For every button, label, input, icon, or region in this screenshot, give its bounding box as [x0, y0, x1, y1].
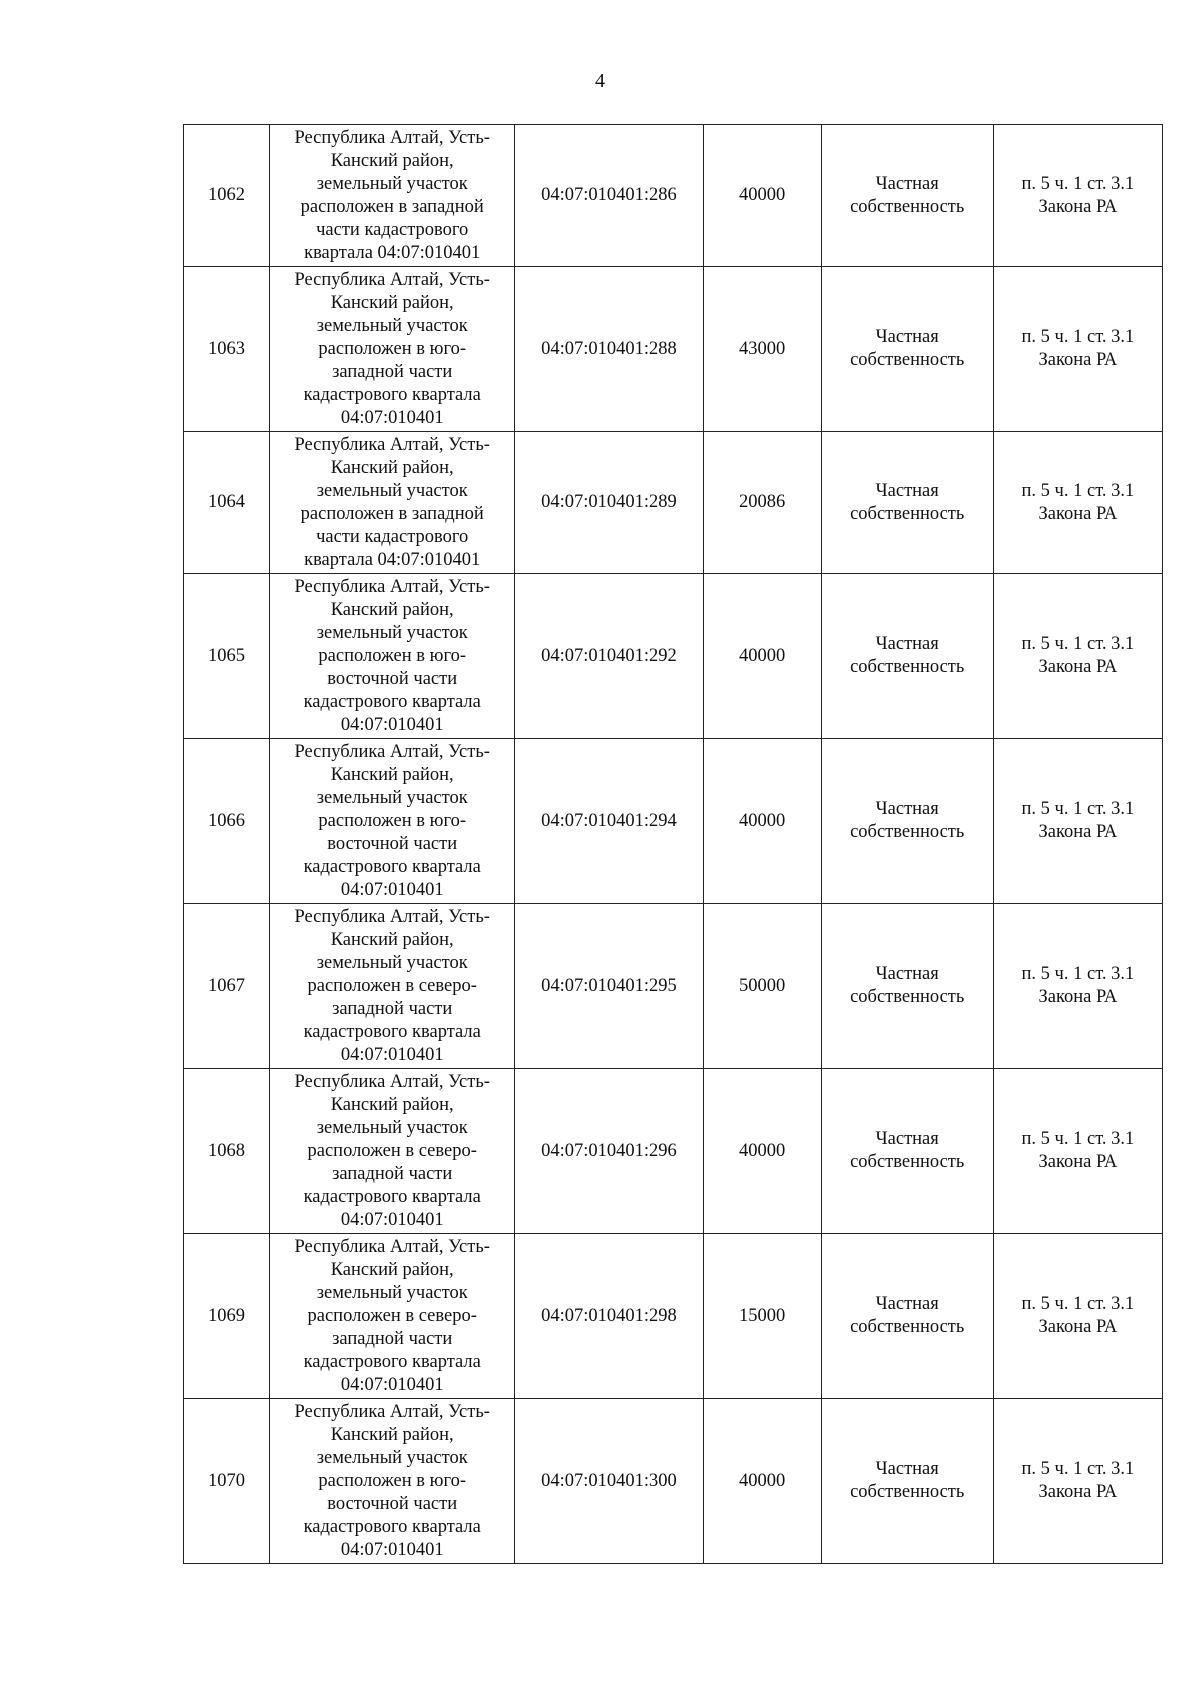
table-row	[184, 904, 1163, 1069]
address-cell: Республика Алтай, Усть- Канский район, земельный участок расположен в юго- восточной части кадастрового квартала 04:07:010401	[270, 1399, 515, 1564]
legal-basis-cell: п. 5 ч. 1 ст. 3.1 Закона РА	[993, 1234, 1162, 1399]
area-cell: 40000	[703, 1069, 821, 1234]
table-row	[184, 267, 1163, 432]
address-cell: Республика Алтай, Усть- Канский район, земельный участок расположен в северо- западной части кадастрового квартала 04:07:010401	[270, 904, 515, 1069]
address-cell: Республика Алтай, Усть- Канский район, земельный участок расположен в северо- западной части кадастрового квартала 04:07:010401	[270, 1234, 515, 1399]
table-row	[184, 1399, 1163, 1564]
legal-basis-cell: п. 5 ч. 1 ст. 3.1 Закона РА	[993, 1399, 1162, 1564]
legal-basis-cell: п. 5 ч. 1 ст. 3.1 Закона РА	[993, 432, 1162, 574]
ownership-cell: Частная собственность	[821, 1399, 993, 1564]
cadastral-number-cell: 04:07:010401:295	[515, 904, 703, 1069]
cadastral-number-cell: 04:07:010401:298	[515, 1234, 703, 1399]
legal-basis-cell: п. 5 ч. 1 ст. 3.1 Закона РА	[993, 125, 1162, 267]
ownership-cell: Частная собственность	[821, 739, 993, 904]
cadastral-number-cell: 04:07:010401:288	[515, 267, 703, 432]
ownership-cell: Частная собственность	[821, 432, 993, 574]
legal-basis-cell: п. 5 ч. 1 ст. 3.1 Закона РА	[993, 267, 1162, 432]
row-number: 1066	[184, 739, 270, 904]
ownership-cell: Частная собственность	[821, 125, 993, 267]
cadastral-number-cell: 04:07:010401:300	[515, 1399, 703, 1564]
address-cell: Республика Алтай, Усть- Канский район, земельный участок расположен в юго- западной части кадастрового квартала 04:07:010401	[270, 267, 515, 432]
table-row	[184, 432, 1163, 574]
row-number: 1063	[184, 267, 270, 432]
row-number: 1067	[184, 904, 270, 1069]
legal-basis-cell: п. 5 ч. 1 ст. 3.1 Закона РА	[993, 1069, 1162, 1234]
legal-basis-cell: п. 5 ч. 1 ст. 3.1 Закона РА	[993, 574, 1162, 739]
cadastral-number-cell: 04:07:010401:289	[515, 432, 703, 574]
table-row	[184, 574, 1163, 739]
address-cell: Республика Алтай, Усть- Канский район, земельный участок расположен в западной части кадастрового квартала 04:07:010401	[270, 432, 515, 574]
area-cell: 15000	[703, 1234, 821, 1399]
cadastral-number-cell: 04:07:010401:292	[515, 574, 703, 739]
address-cell: Республика Алтай, Усть- Канский район, земельный участок расположен в северо- западной части кадастрового квартала 04:07:010401	[270, 1069, 515, 1234]
cadastral-number-cell: 04:07:010401:296	[515, 1069, 703, 1234]
row-number: 1068	[184, 1069, 270, 1234]
cadastral-number-cell: 04:07:010401:286	[515, 125, 703, 267]
row-number: 1064	[184, 432, 270, 574]
area-cell: 20086	[703, 432, 821, 574]
row-number: 1065	[184, 574, 270, 739]
row-number: 1062	[184, 125, 270, 267]
area-cell: 40000	[703, 1399, 821, 1564]
ownership-cell: Частная собственность	[821, 904, 993, 1069]
legal-basis-cell: п. 5 ч. 1 ст. 3.1 Закона РА	[993, 739, 1162, 904]
page-number: 4	[595, 70, 605, 92]
area-cell: 43000	[703, 267, 821, 432]
table-row	[184, 125, 1163, 267]
table-row	[184, 739, 1163, 904]
ownership-cell: Частная собственность	[821, 574, 993, 739]
table-row	[184, 1234, 1163, 1399]
row-number: 1070	[184, 1399, 270, 1564]
land-registry-table	[183, 124, 1163, 1564]
ownership-cell: Частная собственность	[821, 1234, 993, 1399]
ownership-cell: Частная собственность	[821, 267, 993, 432]
ownership-cell: Частная собственность	[821, 1069, 993, 1234]
table-row	[184, 1069, 1163, 1234]
area-cell: 50000	[703, 904, 821, 1069]
table-body	[184, 125, 1163, 1564]
address-cell: Республика Алтай, Усть- Канский район, земельный участок расположен в юго- восточной части кадастрового квартала 04:07:010401	[270, 739, 515, 904]
row-number: 1069	[184, 1234, 270, 1399]
area-cell: 40000	[703, 125, 821, 267]
area-cell: 40000	[703, 739, 821, 904]
cadastral-number-cell: 04:07:010401:294	[515, 739, 703, 904]
area-cell: 40000	[703, 574, 821, 739]
address-cell: Республика Алтай, Усть- Канский район, земельный участок расположен в юго- восточной части кадастрового квартала 04:07:010401	[270, 574, 515, 739]
address-cell: Республика Алтай, Усть- Канский район, земельный участок расположен в западной части кадастрового квартала 04:07:010401	[270, 125, 515, 267]
legal-basis-cell: п. 5 ч. 1 ст. 3.1 Закона РА	[993, 904, 1162, 1069]
